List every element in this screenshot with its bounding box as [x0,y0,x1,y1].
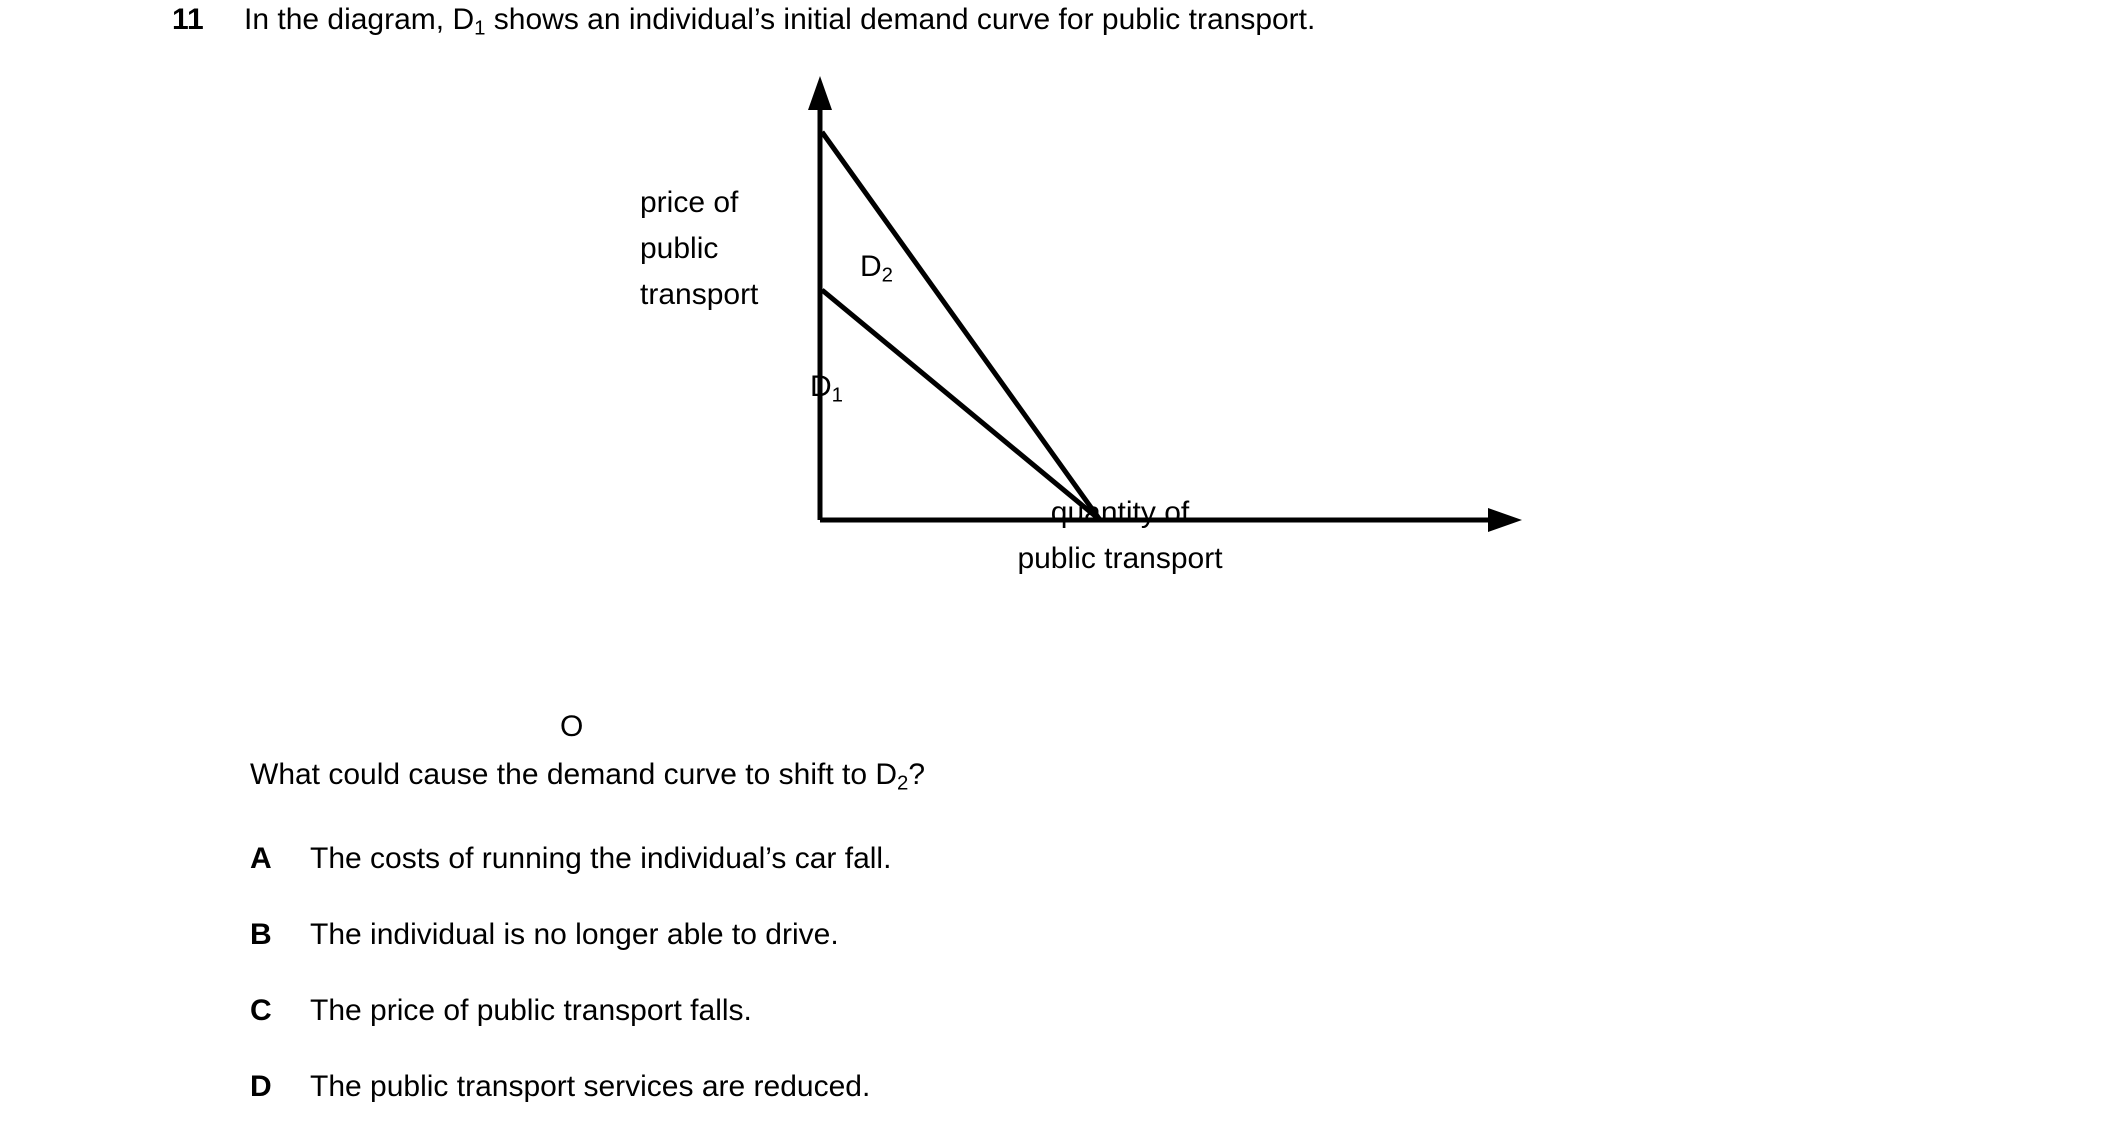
curve-label-d1-text: D [810,370,832,403]
curve-label-d1 [810,370,843,408]
option-d-letter: D [250,1070,272,1103]
demand-curve-diagram [560,70,1560,743]
option-b[interactable] [250,916,1850,954]
x-axis-label: quantity of public transport [1017,496,1223,575]
prompt-suffix: ? [908,758,926,791]
stem-suffix: shows an individual’s initial demand curve for public transport. [485,3,1316,36]
question-stem-text [244,0,1315,49]
question-stem [172,0,1972,49]
question-number: 11 [172,3,204,36]
diagram-svg [560,70,1560,710]
stem-subscript: 1 [474,17,486,40]
y-axis-arrow [808,76,832,110]
option-c-text: The price of public transport falls. [310,994,752,1027]
curve-label-d2 [860,250,893,288]
prompt-subscript: 2 [897,772,909,795]
question-prompt [250,758,925,796]
option-c[interactable] [250,992,1850,1030]
answer-options [250,840,1850,1144]
option-a[interactable] [250,840,1850,878]
option-c-letter: C [250,994,272,1027]
option-b-text: The individual is no longer able to drive. [310,918,839,951]
option-b-letter: B [250,918,272,951]
option-a-text: The costs of running the individual’s car fall. [310,842,892,875]
origin-label: O [560,710,584,743]
curve-label-d2-text: D [860,250,882,283]
stem-prefix: In the diagram, D [244,3,475,36]
y-axis-label: price of public transport [640,186,759,311]
option-d[interactable] [250,1068,1850,1106]
prompt-prefix: What could cause the demand curve to shift to D [250,758,898,791]
curve-label-d2-subscript: 2 [881,264,894,287]
curve-label-d1-subscript: 1 [831,384,844,407]
x-axis-arrow [1488,508,1522,532]
option-d-text: The public transport services are reduced. [310,1070,871,1103]
option-a-letter: A [250,842,272,875]
